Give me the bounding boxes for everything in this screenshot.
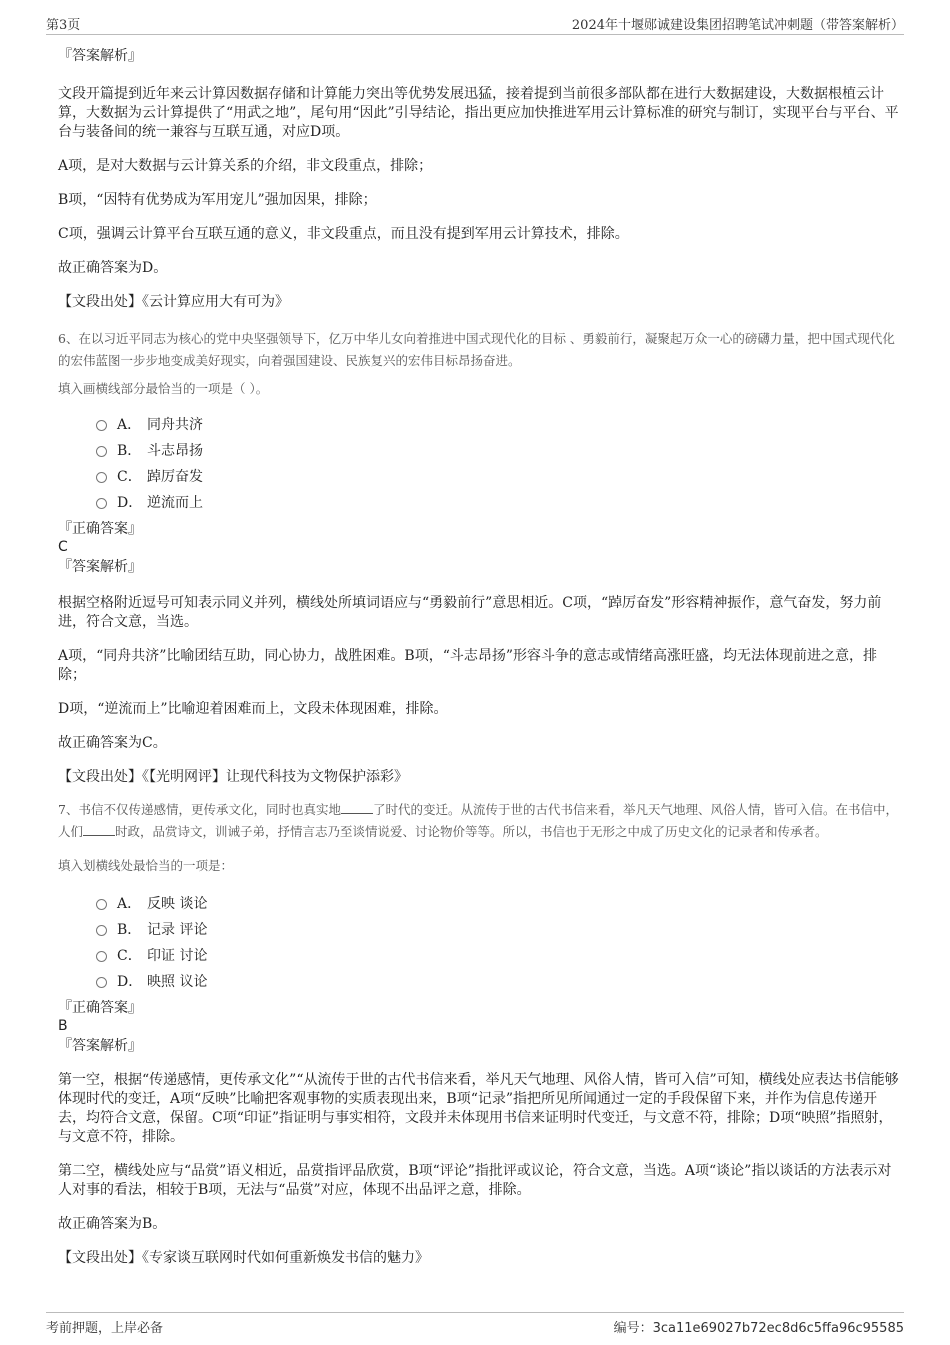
correct-answer: C — [58, 539, 68, 555]
question-7-stem: 7、书信不仅传递感情，更传承文化，同时也真实地 了时代的变迁。从流传于世的古代书信来看，举凡天气地理、风俗人情，皆可入信。在书信中，人们 时政，品赏诗文，训诫子弟，抒情言志乃至谈情说爱、讨论物价等等。所以，书信也于无形之中成了历史文化的记录者和传承者。 — [58, 802, 898, 839]
fill-blank — [83, 823, 115, 836]
radio-icon[interactable] — [96, 951, 107, 962]
analysis-paragraph: 故正确答案为C。 — [58, 735, 167, 751]
radio-icon[interactable] — [96, 899, 107, 910]
analysis-paragraph: 故正确答案为B。 — [58, 1216, 167, 1232]
question-6-options — [96, 412, 900, 516]
analysis-paragraph: 根据空格附近逗号可知表示同义并列，横线处所填词语应与“勇毅前行”意思相近。C项，“踔厉奋发”形容精神振作，意气奋发，努力前进，符合文意，当选。 — [58, 595, 882, 630]
page-number: 第3页 — [46, 18, 81, 33]
source-citation: 【文段出处】《专家谈互联网时代如何重新焕发书信的魅力》 — [58, 1250, 429, 1266]
option-a[interactable]: A． 同舟共济 — [96, 412, 900, 438]
option-c[interactable]: C． 踔厉奋发 — [96, 464, 900, 490]
correct-answer-label: 『正确答案』 — [58, 1000, 142, 1016]
analysis-paragraph: B项，“因特有优势成为军用宠儿”强加因果，排除； — [58, 192, 377, 208]
source-citation: 【文段出处】《【光明网评】让现代科技为文物保护添彩》 — [58, 769, 408, 785]
correct-answer: B — [58, 1018, 68, 1034]
analysis-paragraph: 文段开篇提到近年来云计算因数据存储和计算能力突出等优势发展迅猛，接着提到当前很多部队都在进行大数据建设，大数据根植云计算，大数据为云计算提供了“用武之地”，尾句用“因此”引导结论，指出更应加快推进军用云计算标准的研究与制订，实现平台与平台、平台与装备间的统一兼容与互联互通，对应D项。 — [58, 86, 899, 140]
analysis-label: 『答案解析』 — [58, 48, 142, 64]
option-d[interactable]: D． 逆流而上 — [96, 490, 900, 516]
page-footer — [46, 1312, 904, 1336]
document-title: 2024年十堰郧诚建设集团招聘笔试冲刺题（带答案解析） — [571, 18, 904, 33]
option-b[interactable]: B． 斗志昂扬 — [96, 438, 900, 464]
analysis-paragraph: 故正确答案为D。 — [58, 260, 168, 276]
question-6-prompt: 填入画横线部分最恰当的一项是（ ）。 — [58, 381, 269, 396]
analysis-label: 『答案解析』 — [58, 1038, 142, 1054]
document-code: 编号：3ca11e69027b72ec8d6c5ffa96c95585 — [613, 1321, 904, 1336]
option-a[interactable]: A． 反映 谈论 — [96, 891, 900, 917]
radio-icon[interactable] — [96, 420, 107, 431]
correct-answer-label: 『正确答案』 — [58, 521, 142, 537]
analysis-paragraph: A项，“同舟共济”比喻团结互助，同心协力，战胜困难。B项，“斗志昂扬”形容斗争的意志或情绪高涨旺盛，均无法体现前进之意，排除； — [58, 648, 878, 683]
document-body — [58, 44, 900, 1268]
analysis-label: 『答案解析』 — [58, 559, 142, 575]
analysis-paragraph: 第二空，横线处应与“品赏”语义相近，品赏指评品欣赏，B项“评论”指批评或议论，符合文意，当选。A项“谈论”指以谈话的方法表示对人对事的看法，相较于B项，无法与“品赏”对应，体现不出品评之意，排除。 — [58, 1163, 892, 1198]
analysis-paragraph: 第一空，根据“传递感情，更传承文化”“从流传于世的古代书信来看，举凡天气地理、风俗人情，皆可入信”可知，横线处应表达书信能够体现时代的变迁，A项“反映”比喻把客观事物的实质表现出来，B项“记录”指把所见所闻通过一定的手段保留下来，并作为信息传递开去，均符合文意，保留。C项“印证”指证明与事实相符，文段并未体现用书信来证明时代变迁，与文意不符，排除；D项“映照”指照射，与文意不符，排除。 — [58, 1072, 899, 1145]
option-c[interactable]: C． 印证 讨论 — [96, 943, 900, 969]
option-d[interactable]: D． 映照 议论 — [96, 969, 900, 995]
question-7-options — [96, 891, 900, 995]
analysis-paragraph: D项，“逆流而上”比喻迎着困难而上，文段未体现困难，排除。 — [58, 701, 448, 717]
option-b[interactable]: B． 记录 评论 — [96, 917, 900, 943]
footer-slogan: 考前押题，上岸必备 — [46, 1321, 164, 1336]
question-7-prompt: 填入划横线处最恰当的一项是： — [58, 858, 234, 873]
radio-icon[interactable] — [96, 472, 107, 483]
question-6-stem: 6、在以习近平同志为核心的党中央坚强领导下，亿万中华儿女向着推进中国式现代化的目标 、勇毅前行，凝聚起万众一心的磅礴力量，把中国式现代化的宏伟蓝图一步步地变成美好现实，向着强国建设、民族复兴的宏伟目标昂扬奋进。 — [58, 331, 895, 368]
page-header — [46, 14, 904, 35]
radio-icon[interactable] — [96, 925, 107, 936]
radio-icon[interactable] — [96, 498, 107, 509]
radio-icon[interactable] — [96, 446, 107, 457]
radio-icon[interactable] — [96, 977, 107, 988]
fill-blank — [341, 801, 373, 814]
analysis-paragraph: A项，是对大数据与云计算关系的介绍，非文段重点，排除； — [58, 158, 433, 174]
source-citation: 【文段出处】《云计算应用大有可为》 — [58, 294, 289, 310]
analysis-paragraph: C项，强调云计算平台互联互通的意义，非文段重点，而且没有提到军用云计算技术，排除。 — [58, 226, 629, 242]
